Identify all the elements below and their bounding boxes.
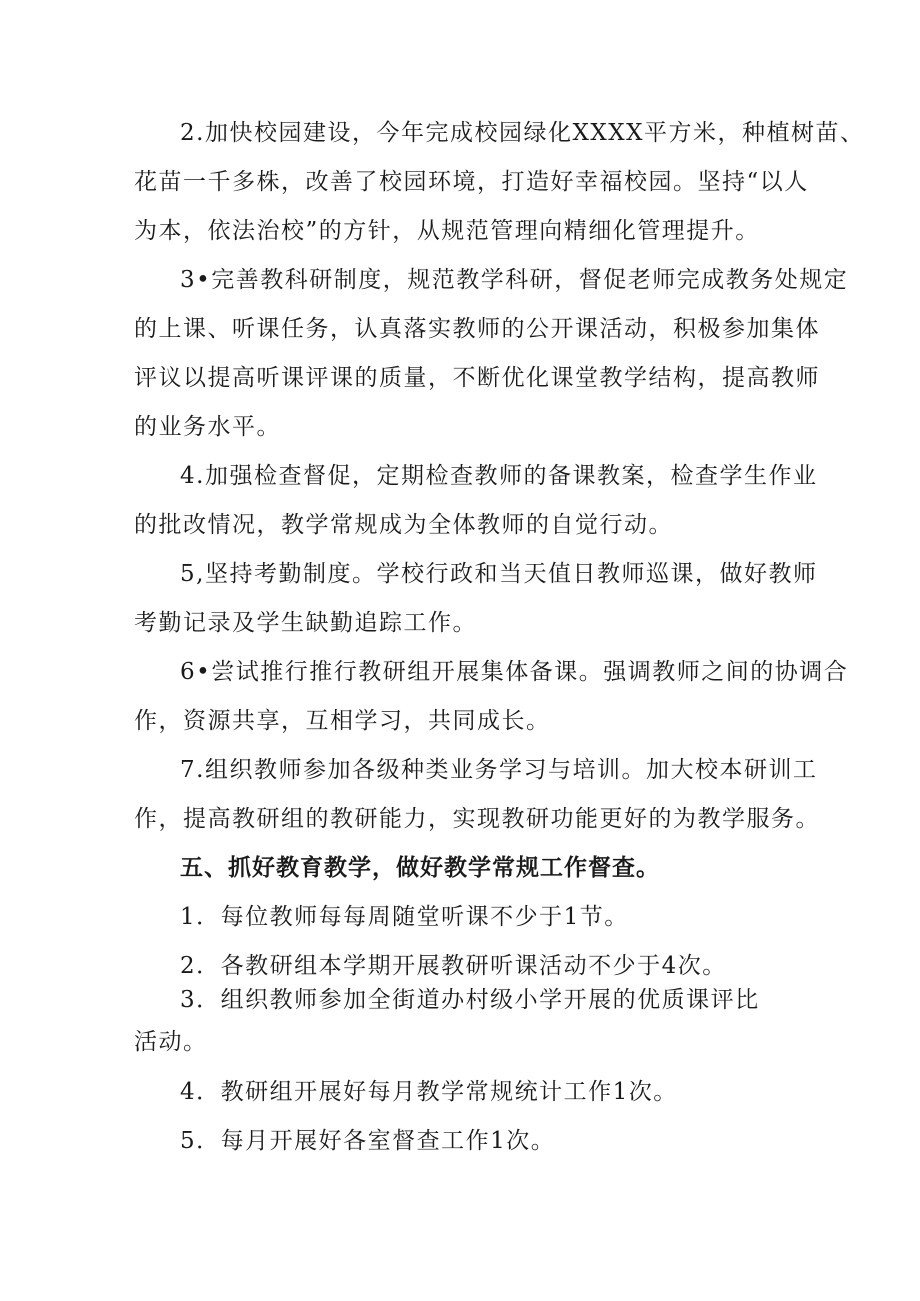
paragraph-3-line-3: 评议以提高听课评课的质量，不断优化课堂教学结构，提高教师 xyxy=(134,365,820,391)
paragraph-5-line-2: 考勤记录及学生缺勤追踪工作。 xyxy=(134,610,477,636)
paragraph-3-line-4: 的业务水平。 xyxy=(134,414,281,440)
paragraph-4-line-1: 4.加强检查督促，定期检查教师的备课教案，检查学生作业 xyxy=(180,463,818,489)
paragraph-5-line-1: 5,坚持考勤制度。学校行政和当天值日教师巡课，做好教师 xyxy=(180,561,818,587)
section-heading: 五、抓好教育教学，做好教学常规工作督查。 xyxy=(180,855,660,881)
paragraph-2-line-2: 花苗一千多株，改善了校园环境，打造好幸福校园。坚持“以人 xyxy=(134,169,809,195)
item-3-line-1: 3．组织教师参加全街道办村级小学开展的优质课评比 xyxy=(180,987,760,1013)
paragraph-6-line-1: 6•尝试推行推行教研组开展集体备课。强调教师之间的协调合 xyxy=(180,659,849,685)
paragraph-3-line-2: 的上课、听课任务，认真落实教师的公开课活动，积极参加集体 xyxy=(134,316,820,342)
paragraph-2-line-3: 为本，依法治校”的方针，从规范管理向精细化管理提升。 xyxy=(134,218,760,244)
paragraph-6-line-2: 作，资源共享，互相学习，共同成长。 xyxy=(134,708,551,734)
item-2: 2．各教研组本学期开展教研听课活动不少于4次。 xyxy=(180,953,727,979)
paragraph-7-line-1: 7.组织教师参加各级种类业务学习与培训。加大校本研训工 xyxy=(180,757,818,783)
paragraph-3-line-1: 3•完善教科研制度，规范教学科研，督促老师完成教务处规定 xyxy=(180,267,849,293)
item-1: 1．每位教师每每周随堂听课不少于1节。 xyxy=(180,904,629,930)
paragraph-2-line-1: 2.加快校园建设，今年完成校园绿化XXXX平方米，种植树苗、 xyxy=(180,120,865,146)
item-3-line-2: 活动。 xyxy=(134,1029,208,1055)
paragraph-4-line-2: 的批改情况，教学常规成为全体教师的自觉行动。 xyxy=(134,512,673,538)
item-5: 5．每月开展好各室督查工作1次。 xyxy=(180,1128,556,1154)
item-4: 4．教研组开展好每月教学常规统计工作1次。 xyxy=(180,1079,678,1105)
paragraph-7-line-2: 作，提高教研组的教研能力，实现教研功能更好的为教学服务。 xyxy=(134,806,820,832)
